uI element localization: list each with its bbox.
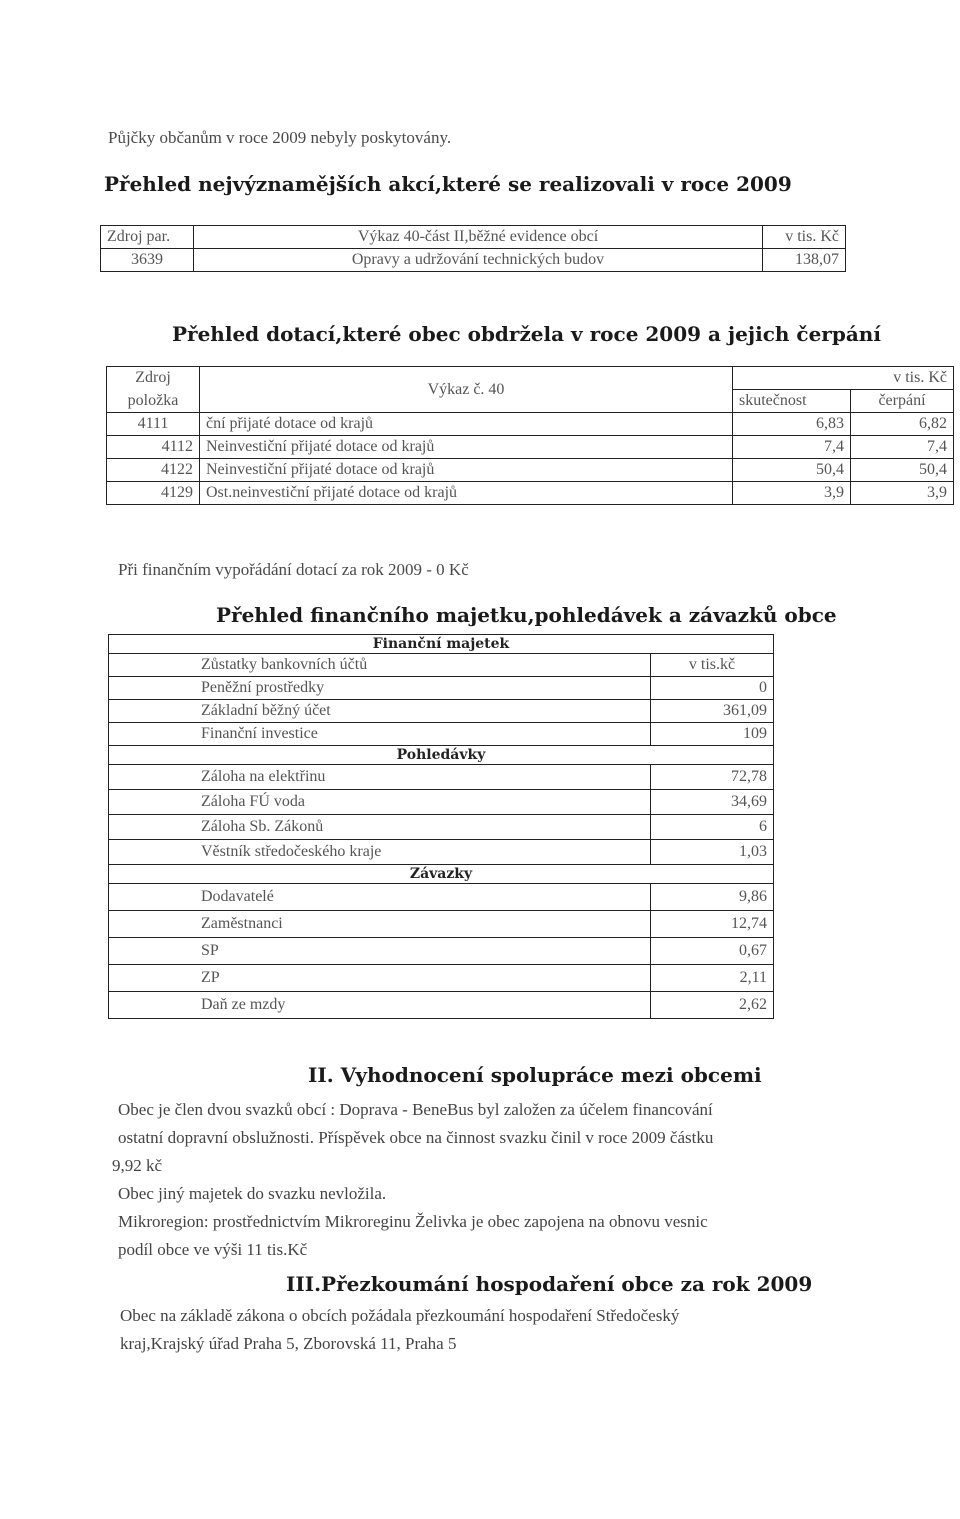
assets-table xyxy=(108,634,774,1019)
receivable-label: Záloha Sb. Zákonů xyxy=(109,815,651,840)
grants-row-actual: 6,83 xyxy=(733,413,851,436)
receivable-value: 34,69 xyxy=(651,790,774,815)
asset-value: v tis.kč xyxy=(651,654,774,677)
cooperation-line: Obec je člen dvou svazků obcí : Doprava - BeneBus byl založen za účelem financování xyxy=(118,1100,713,1119)
asset-label: Peněžní prostředky xyxy=(109,677,651,700)
assets-row xyxy=(109,965,774,992)
assets-row xyxy=(109,938,774,965)
grants-row-code: 4111 xyxy=(107,413,200,436)
liability-value: 12,74 xyxy=(651,911,774,938)
assets-group-liabilities xyxy=(109,865,774,884)
grants-row xyxy=(107,459,954,482)
asset-value: 361,09 xyxy=(651,700,774,723)
liability-value: 0,67 xyxy=(651,938,774,965)
cooperation-text xyxy=(112,1096,714,1264)
grants-row-spend: 6,82 xyxy=(851,413,954,436)
actions-header-row xyxy=(101,226,846,249)
grants-header-row-1 xyxy=(107,367,954,390)
assets-row xyxy=(109,992,774,1019)
group-receivables-label: Pohledávky xyxy=(109,746,774,765)
asset-value: 109 xyxy=(651,723,774,746)
asset-label: Finanční investice xyxy=(109,723,651,746)
grants-row-label: ční přijaté dotace od krajů xyxy=(200,413,733,436)
grants-row xyxy=(107,482,954,505)
receivable-label: Záloha na elektřinu xyxy=(109,765,651,790)
receivable-value: 6 xyxy=(651,815,774,840)
group-financial-label: Finanční majetek xyxy=(109,635,774,654)
liability-value: 2,62 xyxy=(651,992,774,1019)
assets-row xyxy=(109,700,774,723)
liability-label: Daň ze mzdy xyxy=(109,992,651,1019)
assets-row xyxy=(109,840,774,865)
grants-header-spend: čerpání xyxy=(851,390,954,413)
actions-header-report: Výkaz 40-část II,běžné evidence obcí xyxy=(194,226,763,249)
review-text xyxy=(120,1302,679,1358)
assets-group-financial xyxy=(109,635,774,654)
asset-label: Základní běžný účet xyxy=(109,700,651,723)
grants-row-spend: 50,4 xyxy=(851,459,954,482)
grants-row-spend: 7,4 xyxy=(851,436,954,459)
grants-row-label: Ost.neinvestiční přijaté dotace od krajů xyxy=(200,482,733,505)
liability-value: 9,86 xyxy=(651,884,774,911)
assets-row xyxy=(109,723,774,746)
grants-row-code: 4129 xyxy=(107,482,200,505)
cooperation-line: podíl obce ve výši 11 tis.Kč xyxy=(118,1240,308,1259)
grants-header-source: Zdroj xyxy=(107,367,200,390)
grants-row-code: 4112 xyxy=(107,436,200,459)
cooperation-line: ostatní dopravní obslužnosti. Příspěvek obce na činnost svazku činil v roce 2009 částku xyxy=(118,1128,714,1147)
grants-header-actual: skutečnost xyxy=(733,390,851,413)
grants-row-actual: 7,4 xyxy=(733,436,851,459)
actions-code: 3639 xyxy=(101,249,194,272)
receivable-value: 1,03 xyxy=(651,840,774,865)
review-line: kraj,Krajský úřad Praha 5, Zborovská 11, Praha 5 xyxy=(120,1334,457,1353)
receivable-value: 72,78 xyxy=(651,765,774,790)
assets-title: Přehled finančního majetku,pohledávek a závazků obce xyxy=(216,603,837,627)
assets-row xyxy=(109,911,774,938)
grants-row-code: 4122 xyxy=(107,459,200,482)
assets-row xyxy=(109,654,774,677)
actions-label: Opravy a udržování technických budov xyxy=(194,249,763,272)
review-line: Obec na základě zákona o obcích požádala přezkoumání hospodaření Středočeský xyxy=(120,1306,680,1325)
cooperation-line: Obec jiný majetek do svazku nevložila. xyxy=(118,1184,387,1203)
actions-title: Přehled nejvýznamějších akcí,které se realizovali v roce 2009 xyxy=(104,172,792,196)
liability-label: Zaměstnanci xyxy=(109,911,651,938)
grants-row-actual: 50,4 xyxy=(733,459,851,482)
liability-label: Dodavatelé xyxy=(109,884,651,911)
assets-row xyxy=(109,884,774,911)
actions-table xyxy=(100,225,846,272)
cooperation-line: 9,92 kč xyxy=(112,1156,163,1175)
assets-row xyxy=(109,815,774,840)
grants-header-item: položka xyxy=(107,390,200,413)
grants-row xyxy=(107,413,954,436)
actions-header-source: Zdroj par. xyxy=(101,226,194,249)
assets-row xyxy=(109,790,774,815)
grants-table xyxy=(106,366,954,505)
actions-header-unit: v tis. Kč xyxy=(763,226,846,249)
grants-row-label: Neinvestiční přijaté dotace od krajů xyxy=(200,436,733,459)
assets-row xyxy=(109,677,774,700)
cooperation-line: Mikroregion: prostřednictvím Mikroreginu Želivka je obec zapojena na obnovu vesnic xyxy=(118,1212,708,1231)
liability-label: ZP xyxy=(109,965,651,992)
grants-row xyxy=(107,436,954,459)
intro-note: Půjčky občanům v roce 2009 nebyly poskytovány. xyxy=(108,128,452,147)
asset-label: Zůstatky bankovních účtů xyxy=(109,654,651,677)
liability-value: 2,11 xyxy=(651,965,774,992)
grants-header-unit: v tis. Kč xyxy=(733,367,954,390)
cooperation-title: II. Vyhodnocení spolupráce mezi obcemi xyxy=(308,1063,762,1087)
grants-row-label: Neinvestiční přijaté dotace od krajů xyxy=(200,459,733,482)
grants-header-report: Výkaz č. 40 xyxy=(200,367,733,413)
assets-group-receivables xyxy=(109,746,774,765)
asset-value: 0 xyxy=(651,677,774,700)
receivable-label: Záloha FÚ voda xyxy=(109,790,651,815)
assets-row xyxy=(109,765,774,790)
liability-label: SP xyxy=(109,938,651,965)
group-liabilities-label: Závazky xyxy=(109,865,774,884)
grants-title: Přehled dotací,které obec obdržela v roce 2009 a jejich čerpání xyxy=(172,322,881,346)
grants-row-actual: 3,9 xyxy=(733,482,851,505)
grants-row-spend: 3,9 xyxy=(851,482,954,505)
review-title: III.Přezkoumání hospodaření obce za rok 2009 xyxy=(286,1272,813,1296)
settlement-note: Při finančním vypořádání dotací za rok 2009 - 0 Kč xyxy=(118,560,469,579)
actions-value: 138,07 xyxy=(763,249,846,272)
actions-row xyxy=(101,249,846,272)
receivable-label: Věstník středočeského kraje xyxy=(109,840,651,865)
